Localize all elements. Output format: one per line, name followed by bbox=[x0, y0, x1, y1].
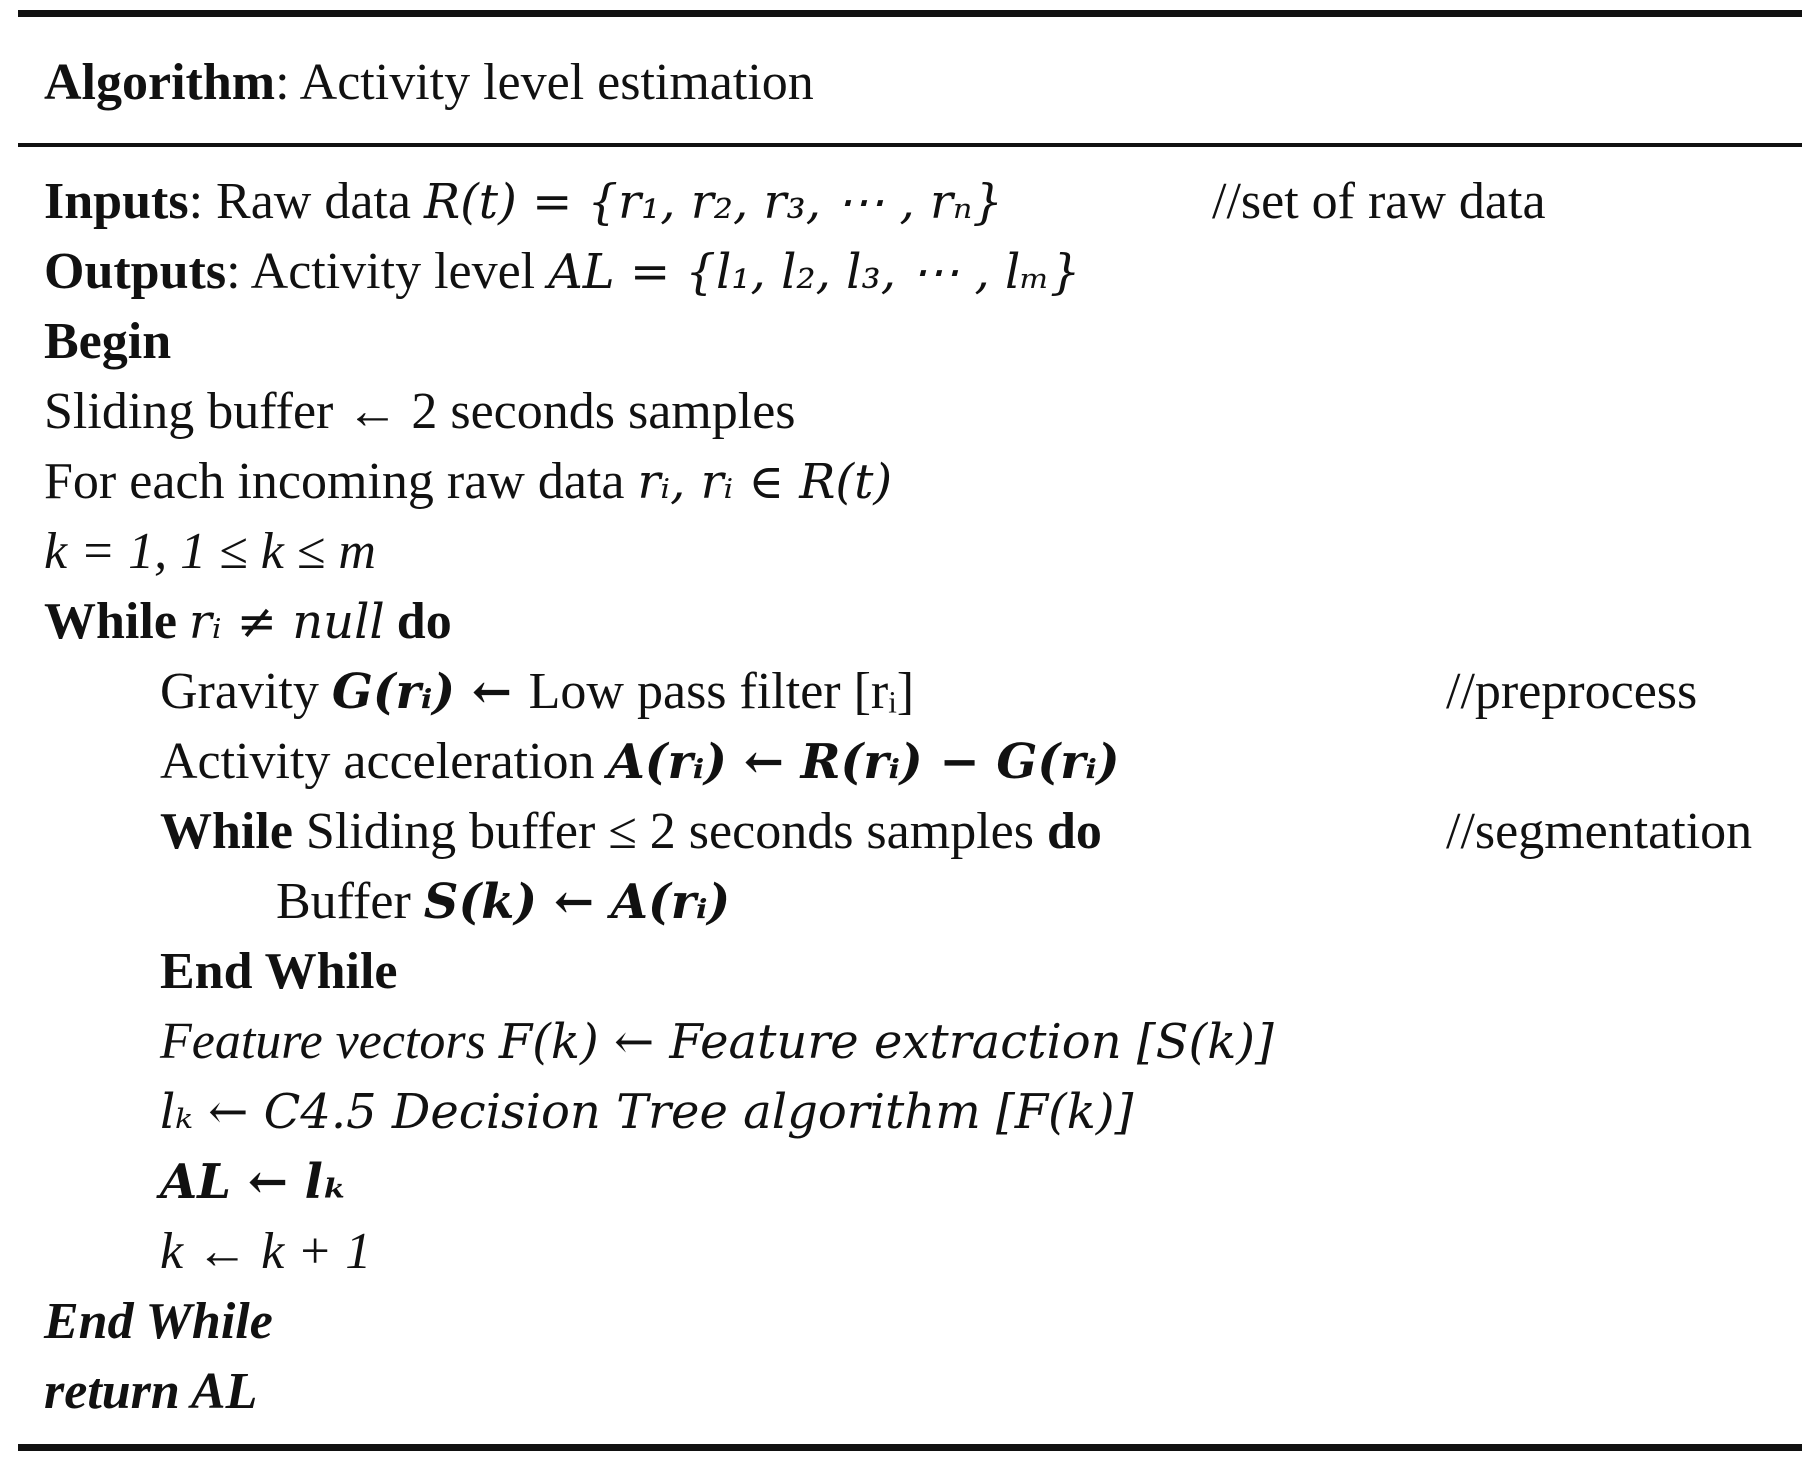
while-keyword: While bbox=[44, 593, 177, 650]
inputs-text: : Raw data bbox=[188, 173, 424, 230]
inputs-label: Inputs bbox=[44, 173, 189, 230]
decision-tree-line: lₖ ← C4.5 Decision Tree algorithm [F(k)] bbox=[160, 1084, 1134, 1140]
for-each-line bbox=[44, 447, 892, 517]
while-do-keyword: do bbox=[396, 593, 452, 650]
acceleration-text: Activity acceleration bbox=[160, 733, 608, 790]
for-each-text: For each incoming raw data bbox=[44, 453, 638, 510]
while-condition: rᵢ ≠ null bbox=[188, 594, 385, 650]
k-increment-line: k ← k + 1 bbox=[160, 1223, 372, 1280]
algorithm-label: Algorithm bbox=[44, 54, 276, 111]
inner-end-while-keyword: End While bbox=[160, 943, 398, 1000]
sliding-buffer-line: Sliding buffer ← 2 seconds samples bbox=[44, 383, 796, 440]
acceleration-math: A(rᵢ) ← R(rᵢ) − G(rᵢ) bbox=[607, 734, 1120, 790]
inputs-math: R(t) = {r₁, r₂, r₃, ⋯ , rₙ} bbox=[423, 174, 1003, 230]
preprocess-comment: //preprocess bbox=[1446, 663, 1698, 720]
outputs-math: AL = {l₁, l₂, l₃, ⋯ , lₘ} bbox=[548, 244, 1081, 300]
outer-end-while-keyword: End While bbox=[44, 1293, 273, 1350]
algorithm-title bbox=[44, 48, 814, 118]
segmentation-comment: //segmentation bbox=[1446, 803, 1753, 860]
bottom-rule bbox=[18, 1444, 1802, 1451]
gravity-line bbox=[160, 657, 914, 727]
outputs-line bbox=[44, 237, 1080, 307]
feature-text: Feature vectors bbox=[160, 1013, 499, 1070]
inner-while-keyword: While bbox=[160, 803, 293, 860]
inner-while-do-keyword: do bbox=[1046, 803, 1102, 860]
return-line: return AL bbox=[44, 1363, 258, 1420]
gravity-math: G(rᵢ) ← bbox=[331, 664, 529, 720]
feature-line bbox=[160, 1007, 1274, 1077]
k-init-line: k = 1, 1 ≤ k ≤ m bbox=[44, 523, 376, 580]
gravity-text: Gravity bbox=[160, 663, 332, 720]
while-line bbox=[44, 587, 452, 657]
for-each-math: rᵢ, rᵢ ∈ R(t) bbox=[637, 454, 893, 510]
gravity-filter: Low pass filter [rᵢ] bbox=[528, 663, 915, 720]
feature-math: F(k) ← Feature extraction [S(k)] bbox=[498, 1014, 1274, 1070]
algorithm-title-text: : Activity level estimation bbox=[275, 54, 814, 111]
header-rule bbox=[18, 143, 1802, 147]
al-assign-line: AL ← lₖ bbox=[160, 1154, 348, 1210]
buffer-text: Buffer bbox=[276, 873, 424, 930]
inner-while-line bbox=[160, 797, 1102, 867]
inputs-comment: //set of raw data bbox=[1212, 173, 1546, 230]
begin-keyword: Begin bbox=[44, 313, 172, 370]
outputs-text: : Activity level bbox=[226, 243, 549, 300]
buffer-line bbox=[276, 867, 730, 937]
outputs-label: Outputs bbox=[44, 243, 227, 300]
inner-while-condition: Sliding buffer ≤ 2 seconds samples bbox=[292, 803, 1047, 860]
buffer-math: S(k) ← A(rᵢ) bbox=[423, 874, 731, 930]
top-rule bbox=[18, 10, 1802, 17]
acceleration-line bbox=[160, 727, 1120, 797]
inputs-line bbox=[44, 167, 1003, 237]
